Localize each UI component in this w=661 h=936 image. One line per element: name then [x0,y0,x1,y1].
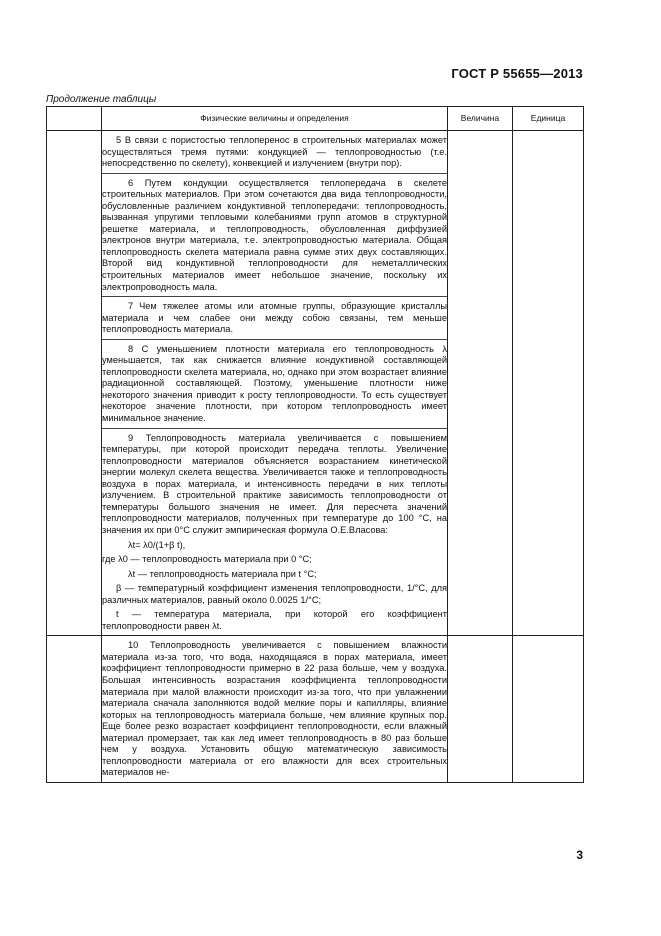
table-header-row [47,107,584,131]
unit-cell [513,636,584,783]
definition-item-8: 8 С уменьшением плотности материала его теплопроводность λ уменьшается, так как снижается влияние кондуктивной составляющей теплопроводности скелета материала, но, однако при этом возрастает влияние радиационной составляющей. Поэтому, уменьшение плотности ниже некоторого значения приводит к росту теплопроводности. То есть существует некоторое значение плотности, при котором теплопроводность имеет минимальное значение. [102,340,447,429]
header-unit: Единица [513,107,584,131]
unit-cell [513,131,584,636]
document-header: ГОСТ Р 55655—2013 [451,66,583,81]
table-row [47,131,584,636]
row-label-cell [47,636,102,783]
formula-legend-beta: β — температурный коэффициент изменения теплопроводности, 1/°С, для различных материалов, равный около 0.0025 1/°С; [102,583,447,605]
page-number: 3 [576,848,583,862]
definition-item-7: 7 Чем тяжелее атомы или атомные группы, образующие кристаллы материала и чем слабее они между собою связаны, тем меньше теплопроводность материала. [102,297,447,340]
row-label-cell [47,131,102,636]
formula-legend-t: t — температура материала, при которой его коэффициент теплопроводности равен λt. [102,609,447,631]
formula-legend-lambdat: λt — теплопроводность материала при t °С; [128,568,317,579]
value-cell [448,636,513,783]
vlasov-formula: λt= λ0/(1+β t), [128,539,186,550]
header-definitions: Физические величины и определения [102,107,448,131]
definitions-cell [102,636,448,783]
header-blank-cell [47,107,102,131]
definitions-table [46,106,584,783]
table-row [47,636,584,783]
definition-item-10: 10 Теплопроводность увеличивается с повышением влажности материала из-за того, что вода, находящаяся в порах материала, имеет коэффициент теплопроводности примерно в 22 раза больше, чем у воздуха. Большая интенсивность возрастания коэффициента теплопроводности материала при малой влажности происходит из-за того, что при увлажнении материала сначала заполняются водой мелкие поры и капилляры, влияние которых на теплопроводность материала больше, чем влияние крупных пор. Еще более резко возрастает коэффициент теплопроводности, если влажный материал промерзает, так как лед имеет теплопроводность в 80 раз больше чем у воздуха. Установить общую математическую зависимость теплопроводности материала от его влажности для всех строительных материалов не- [102,640,447,778]
definition-item-6: 6 Путем кондукции осуществляется теплопередача в скелете строительных материалов. При этом сочетаются два вида теплопроводности, обусловленные различием кондуктивной теплопередачи: теплопроводность, вызванная упругими тепловыми колебаниями групп атомов в структурной решетке материала, и теплопроводность, обусловленная диффузией электронов внутри материала, т.е. электропроводностью материала. Общая теплопроводность скелета материала равна сумме этих двух составляющих. Второй вид кондуктивной теплопроводности для неметаллических строительных материалов имеет небольшое значение, поскольку их электропроводность мала. [102,174,447,297]
definitions-cell [102,131,448,636]
value-cell [448,131,513,636]
table-continuation-caption: Продолжение таблицы [46,94,157,105]
definition-item-9: 9 Теплопроводность материала увеличивается с повышением температуры, при которой происходит передача теплоты. Увеличение теплопроводности материалов объясняется возрастанием кинетической энергии молекул скелета вещества. Увеличивается также и теплопроводность воздуха в порах материала, и интенсивность передачи в них теплоты излучением. В строительной практике зависимость теплопроводности от температуры большого значения не имеет. Для пересчета значений теплопроводности материалов, полученных при температуре до 100 °С, на значения их при 0°С служит эмпирическая формула О.Е.Власова: λt= λ0/(1+β t), где λ0 — теплопроводность материала при 0 °С; λt — теплопроводность материала при t °С; β — температурный коэффициент изменения теплопроводности, 1/°С, для различных материалов, равный около 0.0025 1/°С; t — температура материала, при которой его коэффициент теплопроводности равен λt. [102,432,447,631]
definition-item-5: 5 В связи с пористостью теплоперенос в строительных материалах может осуществляться тремя путями: кондукцией — теплопроводностью (т.е. непосредственно по скелету), конвекцией и излучением (внутри пор). [102,131,447,174]
formula-legend-lambda0: где λ0 — теплопроводность материала при 0 °С; [102,554,312,565]
header-value: Величина [448,107,513,131]
